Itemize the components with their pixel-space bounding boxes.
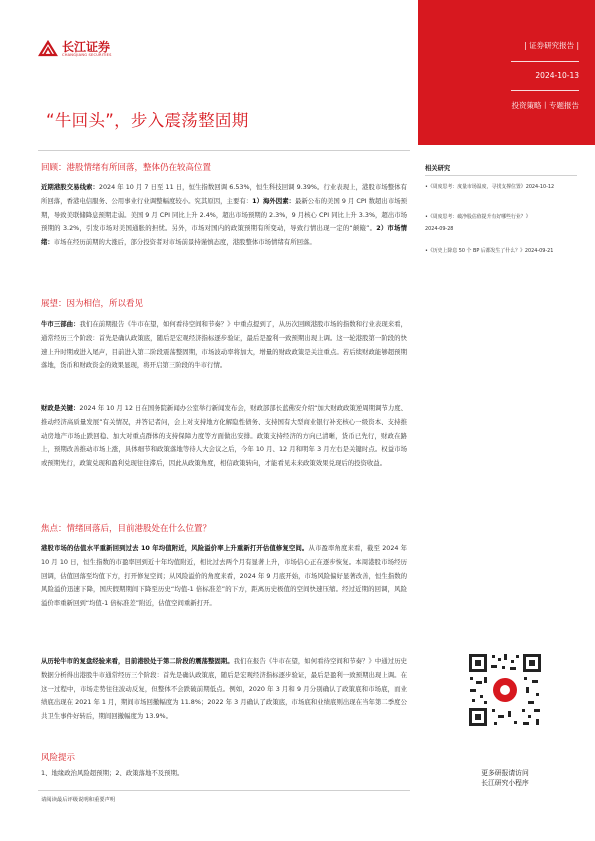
section-heading-outlook: 展望：因为相信，所以看见 (41, 299, 144, 309)
header-divider (511, 61, 579, 62)
outlook-lead-2: 财政是关键： (41, 404, 80, 412)
risk-text: 1、地缘政治风险超预期；2、政策落地不及预期。 (41, 769, 184, 777)
focus-paragraph-1 (41, 542, 407, 611)
focus-text-1: 从市盈率角度来看，截至 2024 年 10 月 10 日，恒生指数的市盈率回到近十年均值附近，相比过去两个月有显著上升，市场信心正在逐步恢复。本周港股市场经历回调，估值回落至均值下方，打开修复空间；从风险溢价的角度来看，2024 年 9 月底开始，市场风险偏好显著改善，恒生指数的风险溢价迅速下降，国庆假期期间下降至历史“均值-1 倍标准差”的下方，距离历史极值的空间快速压缩。经过近期的回调，风险溢价率重新回到“均值-1 倍标准差”附近，估值空间重新打开。 (41, 544, 408, 608)
section-heading-review: 回顾：港股情绪有所回落，整体仍在较高位置 (41, 163, 212, 173)
related-research-title: 相关研究 (425, 165, 451, 172)
review-text-2: 最新公布的美国 9 月 CPI 数超出市场预期，导致美联储降息预期走弱。美国 9 月 CPI 同比上升 2.4%，超出市场预期的 2.3%，9 月核心 CPI 同比上升 3.3%，超出市场预期的 3.2%，引发市场对美国通胀的担忧。另外，市场对国内的政策预期有所变动，导致行情出现一定的“颠簸”。 (41, 196, 408, 233)
related-research-item[interactable] (425, 245, 577, 257)
logo-mark-icon (38, 39, 58, 59)
title-divider (38, 150, 410, 151)
review-paragraph (41, 181, 407, 250)
qr-caption-line-1: 更多研报请访问 (481, 769, 529, 777)
section-heading-focus: 焦点：情绪回落后，目前港股处在什么位置？ (41, 524, 212, 534)
company-logo (38, 39, 112, 59)
focus-lead-2: 从历轮牛市的复盘经验来看，目前港股处于第二阶段的震荡整固期。 (41, 657, 234, 665)
page-title: “牛回头”，步入震荡整固期 (46, 111, 249, 130)
report-category: 投资策略丨专题报告 (511, 101, 579, 110)
sidebar-divider (425, 175, 577, 176)
section-heading-risk: 风险提示 (41, 753, 76, 763)
focus-lead-1: 港股市场的估值水平重新回到过去 10 年均值附近，风险溢价率上升重新打开估值修复空间。 (41, 544, 309, 552)
outlook-paragraph-1 (41, 318, 407, 373)
related-research-item[interactable] (425, 211, 577, 235)
logo-text: 长江证券 (62, 40, 111, 54)
report-date: 2024-10-13 (535, 71, 579, 80)
outlook-text-1: 我们在前期报告《牛市在望，如何看待空间和节奏？》中重点提到了，从历次回顾港股市场的指数和行业表现来看，通常经历三个阶段：首先是确认政策底，随后是宏观经济指标逐步验证，最后是盈利一致预期出现上调。这一轮港股第一阶段的快速上升时期或进入尾声，目前进入第二阶段震荡整固期，市场波动率将加大，增量的财政政策是关注重点。若后续财政能够超预期落地，货币和财政资金的效果显现，将开启第三阶段的牛市行情。 (41, 320, 407, 370)
focus-paragraph-2 (41, 655, 407, 724)
footer-divider (38, 790, 410, 791)
logo-subtext: CHANGJIANG SECURITIES (62, 53, 112, 57)
qr-code-icon[interactable] (466, 651, 544, 729)
related-research-item-date: 2024-09-28 (425, 226, 454, 232)
related-research-item[interactable] (425, 181, 577, 193)
focus-text-2: 我们在报告《牛市在望，如何看待空间和节奏？》中通过历史数据分析得出港股牛市通常经历三个阶段：首先是确认政策底，随后是宏观经济指标逐步验证，最后是盈利一致预期出现上调。在这一过程中，市场走势往往波动反复，但整体不会跌破前期低点。例如，2020 年 3 月和 9 月分别确认了政策底和市场底，而业绩底出现在 2021 年 1 月，期间市场回撤幅度为 11.8%；2022 年 3 月确认了政策底，市场底和业绩底则出现在当年第二季度公共卫生事件好转后，期间回撤幅度为 13.9%。 (41, 657, 408, 721)
outlook-paragraph-2 (41, 402, 407, 471)
report-label: | 证券研究报告 | (524, 41, 579, 50)
outlook-text-2: 2024 年 10 月 12 日在国务院新闻办公室举行新闻发布会，财政部部长蓝佛安介绍“加大财政政策逆周期调节力度、推动经济高质量发展”有关情况，并答记者问，会上对支持地方化解隐性债务、支持国有大型商业银行补充核心一级资本、支持推动房地产市场止跌回稳、加大对重点群体的支持保障力度等方面做出安排。政策支持经济的方向已清晰，货币已先行，财政在路上，预期改善推动市场上涨，具体细节和政策落地等待人大会议之后，今年 10 月、12 月和明年 3 月左右是关键时点。权益市场或预期先行，政策兑现和盈利兑现往往滞后，因此从政策角度，相信政策转向，才能看见未来政策效果兑现后的投资收益。 (41, 404, 408, 468)
related-research-item-title: •《历史上降息 50 个 BP 后都发生了什么？》 (425, 248, 525, 254)
related-research-item-date: 2024-09-21 (524, 248, 554, 254)
review-text-1: 2024 年 10 月 7 日至 11 日，恒生指数回调 6.53%，恒生科技回调 9.39%。行业表现上，港股市场整体有所回落，香港电信服务、公用事业行业调整幅度较小。究其原因，主要有： (41, 183, 408, 205)
qr-caption-line-2: 长江研究小程序 (481, 779, 529, 787)
header-divider (511, 90, 579, 91)
related-research-item-title: •《周度思考：度量市场温度，寻找支撑位置》 (425, 184, 526, 190)
footer-disclaimer[interactable]: 请阅读最后评级说明和重要声明 (41, 797, 116, 803)
related-research-item-date: 2024-10-12 (525, 184, 555, 190)
related-research-item-title: •《周度思考：破净股估值提升有好哪些行业？》 (425, 214, 531, 220)
outlook-lead-1: 牛市三部曲： (41, 320, 80, 328)
review-lead-3: 2）市场情绪： (41, 224, 407, 247)
review-lead-2: 1）海外因素： (252, 196, 296, 205)
review-text-3: 市场在经历前期的大涨后，部分投资者对市场前景持谨慎态度，港股整体市场情绪有所回落。 (53, 238, 316, 247)
review-lead: 近期港股交易线索： (41, 183, 99, 191)
